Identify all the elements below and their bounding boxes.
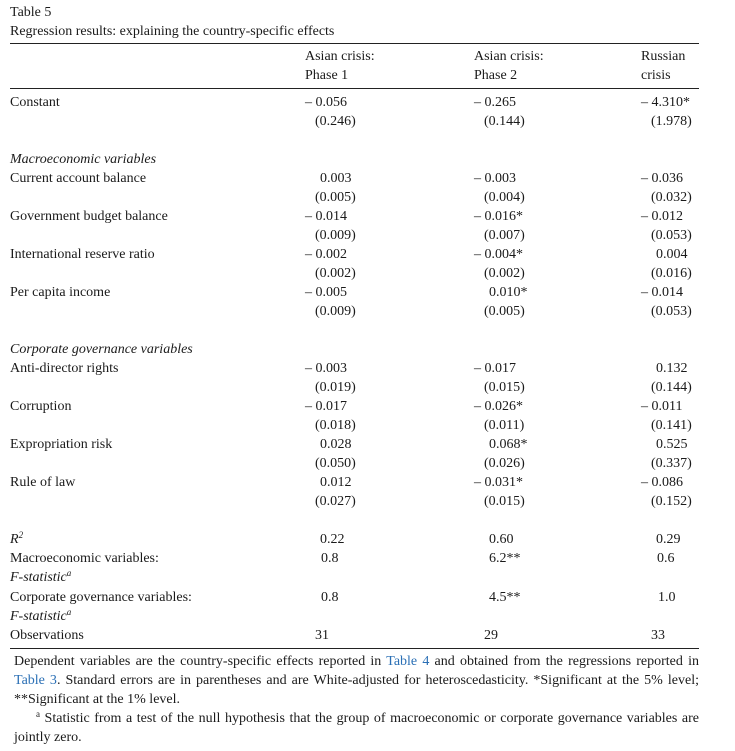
std-error: (0.053) [651,228,692,243]
std-error: (0.005) [484,304,525,319]
std-error: (0.337) [651,456,692,471]
section-heading-corporate: Corporate governance variables [10,342,193,357]
value: – 0.003 [474,171,516,186]
bottom-rule [10,648,699,649]
std-error: (0.144) [651,380,692,395]
value: – 0.005 [305,285,347,300]
row-label: Per capita income [10,285,111,300]
std-error: (0.019) [315,380,356,395]
table-caption: Regression results: explaining the country-specific effects [10,24,335,39]
value: – 0.017 [305,399,347,414]
std-error: (0.053) [651,304,692,319]
std-error: (0.016) [651,266,692,281]
row-label: Rule of law [10,475,76,490]
value: 0.003 [320,171,352,186]
std-error: (0.005) [315,190,356,205]
row-label: Constant [10,95,60,110]
table-4-link[interactable]: Table 4 [386,654,430,669]
top-rule [10,43,699,44]
row-label: Expropriation risk [10,437,113,452]
std-error: (0.002) [484,266,525,281]
row-label: Government budget balance [10,209,168,224]
std-error: (0.009) [315,228,356,243]
std-error: (0.009) [315,304,356,319]
value: – 0.026* [474,399,523,414]
table-label: Table 5 [10,5,52,20]
std-error: (0.152) [651,494,692,509]
value: – 0.016* [474,209,523,224]
row-label: Observations [10,628,84,643]
value: 0.028 [320,437,352,452]
value: – 0.003 [305,361,347,376]
value: 0.004 [656,247,688,262]
row-label: International reserve ratio [10,247,155,262]
std-error: (0.015) [484,380,525,395]
value: 0.010* [489,285,528,300]
row-label: Anti-director rights [10,361,119,376]
row-label: $R^2$ [10,530,24,547]
std-error: (0.002) [315,266,356,281]
std-error: (0.050) [315,456,356,471]
row-label: Corporate governance variables: [10,590,192,605]
value: 0.012 [320,475,352,490]
value: – 0.031* [474,475,523,490]
row-label: Macroeconomic variables: [10,551,159,566]
value: – 0.036 [641,171,683,186]
value: 0.132 [656,361,688,376]
std-error: (0.007) [484,228,525,243]
value: 0.525 [656,437,688,452]
row-label: Corruption [10,399,72,414]
section-heading-macro: Macroeconomic variables [10,152,157,167]
std-error: (0.141) [651,418,692,433]
value: – 0.011 [641,399,683,414]
value: – 0.017 [474,361,516,376]
std-error: (0.032) [651,190,692,205]
row-label-sub: F-statistic$^a$ [10,568,72,585]
table-footnote-a: $^a$ Statistic from a test of the null hypothesis that the group of macroeconomic or corporate governance variables are jointly zero. [14,709,699,745]
std-error: (0.011) [484,418,525,433]
value: – 0.012 [641,209,683,224]
header-rule [10,88,699,89]
std-error: (0.018) [315,418,356,433]
std-error: (0.015) [484,494,525,509]
std-error: (0.004) [484,190,525,205]
value: – 0.004* [474,247,523,262]
value: 0.068* [489,437,528,452]
row-label-sub: F-statistic$^a$ [10,607,72,624]
table-3-link[interactable]: Table 3 [14,673,57,688]
value: – 0.086 [641,475,683,490]
table-footnote: Dependent variables are the country-specific effects reported in Table 4 and obtained from the regressions reported in Table 3. Standard errors are in parentheses and are White-adjusted for heteroscedasticity. *Significant at the 5% level; **Significant at the 1% level. [14,654,699,707]
row-label: Current account balance [10,171,147,186]
value: – 0.002 [305,247,347,262]
std-error: (0.026) [484,456,525,471]
value: – 0.014 [305,209,347,224]
value: – 0.014 [641,285,683,300]
std-error: (0.027) [315,494,356,509]
